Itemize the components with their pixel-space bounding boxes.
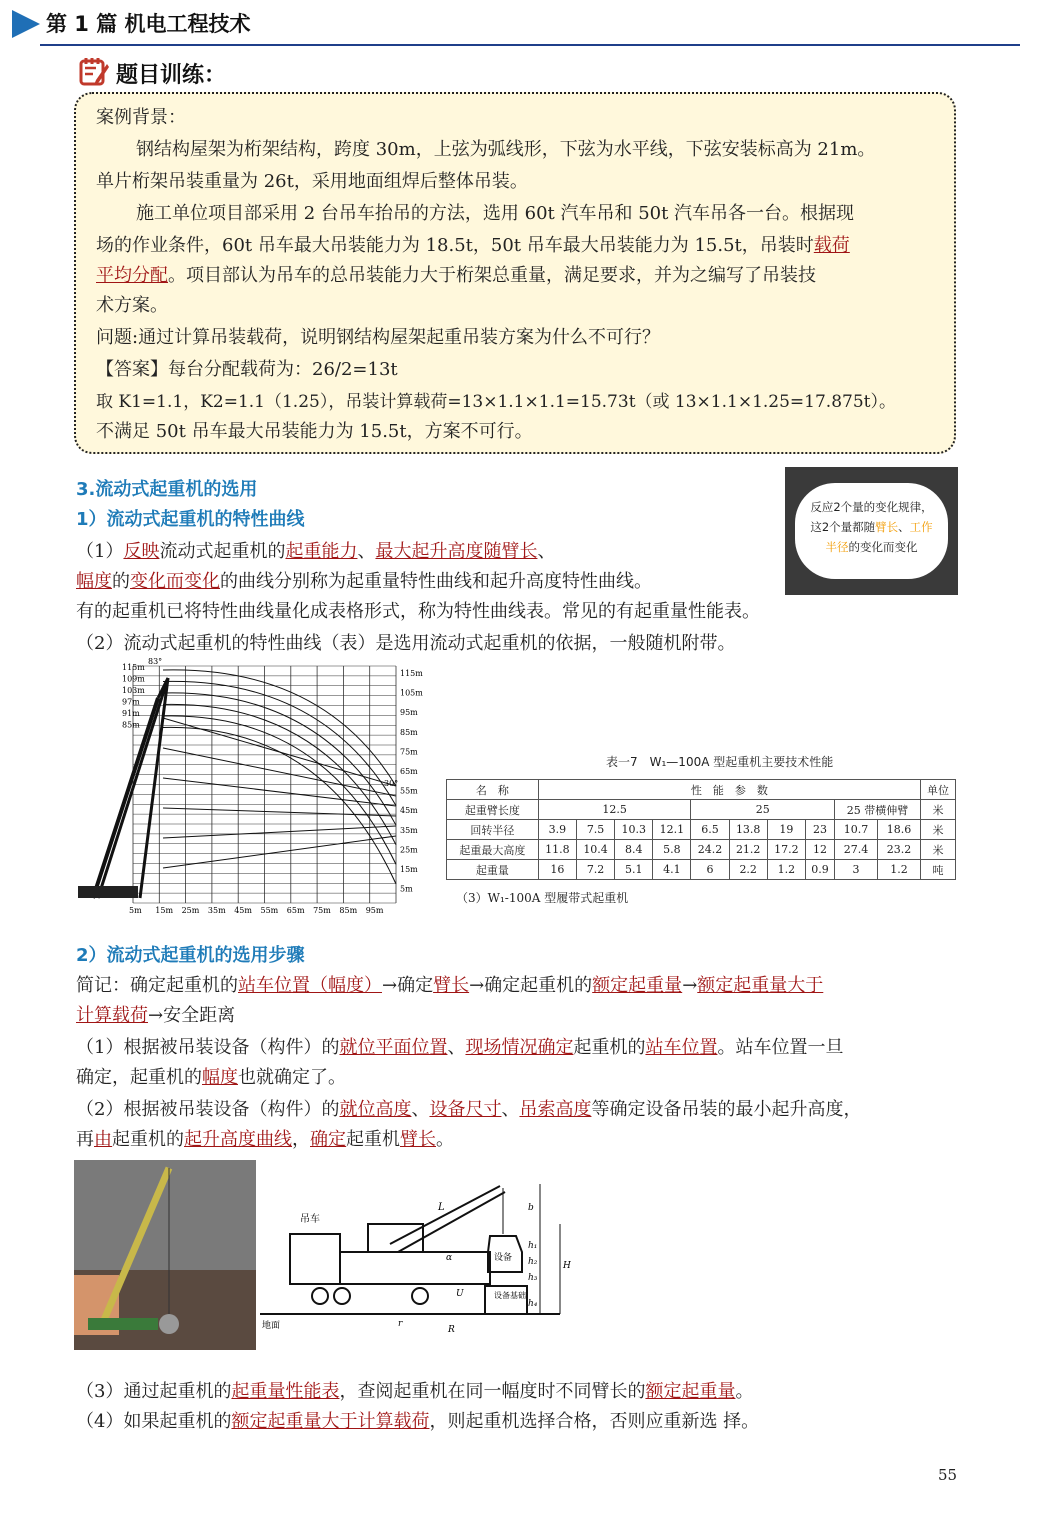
para: （4）如果起重机的额定起重量大于计算载荷，则起重机选择合格，否则应重新选 择。 — [76, 1411, 760, 1432]
table-cell: 4.1 — [653, 860, 691, 880]
table-note: （3）W₁-100A 型履带式起重机 — [456, 891, 629, 905]
table-cell: 17.2 — [767, 840, 805, 860]
x-tick-label: 5m — [129, 906, 142, 915]
table-cell: 12.1 — [653, 820, 691, 840]
table-cell: 25 带横伸臂 — [835, 800, 921, 820]
table-cell: 1.2 — [878, 860, 921, 880]
table-cell: 米 — [921, 800, 956, 820]
table-cell: 11.8 — [538, 840, 576, 860]
case-line: 案例背景： — [96, 107, 186, 128]
table-caption: 表一7 W₁—100A 型起重机主要技术性能 — [606, 755, 834, 769]
case-line: 单片桁架吊装重量为 26t，采用地面组焊后整体吊装。 — [96, 171, 528, 192]
x-tick-label: 15m — [155, 906, 174, 915]
heading-3: 3.流动式起重机的选用 — [76, 479, 258, 500]
table-cell: 名 称 — [447, 780, 539, 800]
diagram-label: h₄ — [528, 1299, 538, 1309]
table-cell: 12.5 — [538, 800, 691, 820]
table-cell: 21.2 — [729, 840, 767, 860]
para: 简记：确定起重机的站车位置（幅度）→确定臂长→确定起重机的额定起重量→额定起重量大于 — [76, 975, 824, 996]
right-tick-label: 85m — [400, 727, 418, 737]
table-cell: 5.8 — [653, 840, 691, 860]
diagram-label: 设备 — [494, 1253, 513, 1263]
table-cell: 米 — [921, 840, 956, 860]
table-cell: 米 — [921, 820, 956, 840]
heading-3-2: 2）流动式起重机的选用步骤 — [76, 945, 305, 966]
table-cell: 18.6 — [878, 820, 921, 840]
boom-curve — [163, 693, 399, 825]
para: 计算载荷→安全距离 — [76, 1005, 236, 1026]
para: （2）根据被吊装设备（构件）的就位高度、设备尺寸、吊索高度等确定设备吊装的最小起升高度， — [76, 1099, 862, 1120]
table-row — [447, 820, 956, 840]
header-divider — [40, 44, 1020, 46]
x-tick-label: 35m — [207, 906, 226, 915]
diagram-label: h₂ — [528, 1257, 538, 1267]
table-cell: 13.8 — [729, 820, 767, 840]
table-row — [447, 780, 956, 800]
boom-label: 85m — [122, 720, 140, 730]
crane-photo — [74, 1160, 256, 1350]
para: 有的起重机已将特性曲线量化成表格形式，称为特性曲线表。常见的有起重量性能表。 — [76, 601, 760, 622]
table-cell: 1.2 — [767, 860, 805, 880]
para: 再由起重机的起升高度曲线，确定起重机臂长。 — [76, 1129, 454, 1150]
boom-label: 91m — [122, 709, 140, 718]
table-cell: 6.5 — [691, 820, 729, 840]
case-line: 场的作业条件，60t 吊车最大吊装能力为 18.5t，50t 吊车最大吊装能力为 15.5t，吊装时载荷 — [96, 235, 850, 256]
x-tick-label: 85m — [339, 906, 358, 915]
right-tick-label: 15m — [400, 865, 418, 874]
para: 确定，起重机的幅度也就确定了。 — [76, 1067, 346, 1088]
table-cell: 0.9 — [805, 860, 834, 880]
right-tick-label: 115m — [400, 669, 423, 678]
heading-3-1: 1）流动式起重机的特性曲线 — [76, 509, 305, 530]
para: （3）通过起重机的起重量性能表，查阅起重机在同一幅度时不同臂长的额定起重量。 — [76, 1381, 754, 1402]
case-box — [74, 92, 956, 454]
table-cell: 24.2 — [691, 840, 729, 860]
angle-line — [163, 808, 396, 816]
right-tick-label: 105m — [400, 688, 423, 698]
diagram-label: r — [398, 1319, 403, 1329]
case-line: 不满足 50t 吊车最大吊装能力为 15.5t，方案不可行。 — [96, 421, 533, 442]
boom-curve — [163, 727, 399, 884]
boom-label: 115m — [122, 663, 145, 672]
cloud-note: 反应2个量的变化规律， 这2个量都随臂长、工作 半径的变化而变化 — [795, 483, 948, 579]
table-cell: 16 — [538, 860, 576, 880]
table-cell: 起重量 — [447, 860, 539, 880]
right-tick-label: 45m — [400, 806, 418, 816]
boom-label: 103m — [122, 686, 145, 695]
table-cell: 吨 — [921, 860, 956, 880]
table-cell: 10.4 — [576, 840, 614, 860]
x-tick-label: 25m — [181, 906, 200, 915]
case-line: 【答案】每台分配载荷为：26/2=13t — [96, 359, 398, 380]
right-tick-label: 5m — [400, 884, 413, 894]
table-cell: 性 能 参 数 — [538, 780, 920, 800]
diagram-label: R — [448, 1325, 455, 1334]
diagram-label: U — [456, 1289, 464, 1299]
diagram-label: L — [438, 1202, 445, 1213]
diagram-label: 设备基础 — [494, 1291, 526, 1300]
table-cell: 25 — [691, 800, 835, 820]
diagram-label: H — [563, 1261, 571, 1271]
table-row — [447, 860, 956, 880]
table-cell: 10.7 — [835, 820, 878, 840]
para: 幅度的变化而变化的曲线分别称为起重量特性曲线和起升高度特性曲线。 — [76, 571, 652, 592]
table-cell: 10.3 — [615, 820, 653, 840]
header-title: 第 1 篇 机电工程技术 — [46, 12, 251, 36]
case-line: 钢结构屋架为桁架结构，跨度 30m，上弦为弧线形，下弦为水平线，下弦安装标高为 21m。 — [136, 139, 876, 160]
table-cell: 起重臂长度 — [447, 800, 539, 820]
table-cell: 7.2 — [576, 860, 614, 880]
table-cell: 3.9 — [538, 820, 576, 840]
notepad-icon — [78, 56, 110, 86]
case-line: 术方案。 — [96, 295, 168, 316]
table-cell: 回转半径 — [447, 820, 539, 840]
table-cell: 单位 — [921, 780, 956, 800]
case-line: 平均分配。项目部认为吊车的总吊装能力大于桁架总重量，满足要求，并为之编写了吊装技 — [96, 265, 816, 286]
x-tick-label: 95m — [365, 906, 384, 915]
case-line: 问题:通过计算吊装载荷，说明钢结构屋架起重吊装方案为什么不可行？ — [96, 327, 661, 348]
angle-line — [163, 778, 399, 806]
table-cell: 8.4 — [615, 840, 653, 860]
table-cell: 起重最大高度 — [447, 840, 539, 860]
boom-label: 109m — [122, 674, 145, 684]
right-tick-label: 55m — [400, 786, 418, 796]
spec-table — [446, 779, 956, 880]
angle-label: 83° — [148, 658, 163, 666]
table-row — [447, 800, 956, 820]
angle-line — [163, 748, 399, 796]
diagram-label: 地面 — [262, 1321, 281, 1331]
page-number: 55 — [938, 1466, 958, 1484]
angle-line — [163, 826, 396, 838]
diagram-label: h₁ — [528, 1241, 538, 1251]
table-cell: 23.2 — [878, 840, 921, 860]
table-cell: 7.5 — [576, 820, 614, 840]
crane-lifting-diagram — [260, 1164, 580, 1334]
x-tick-label: 75m — [313, 906, 331, 915]
table-cell: 12 — [805, 840, 834, 860]
x-tick-label: 55m — [260, 906, 279, 915]
right-tick-label: 65m — [400, 767, 418, 776]
right-tick-label: 95m — [400, 708, 418, 718]
table-cell: 6 — [691, 860, 729, 880]
right-tick-label: 35m — [400, 825, 418, 835]
angle-label: 30° — [384, 779, 399, 788]
table-cell: 5.1 — [615, 860, 653, 880]
right-tick-label: 75m — [400, 747, 418, 757]
table-cell: 23 — [805, 820, 834, 840]
header-triangle-icon — [12, 10, 40, 38]
diagram-label: h₃ — [528, 1273, 538, 1283]
diagram-label: b — [528, 1203, 534, 1213]
table-cell: 3 — [835, 860, 878, 880]
x-tick-label: 65m — [286, 906, 305, 915]
cloud-note-image — [785, 467, 958, 595]
crane-curve-chart — [78, 658, 433, 916]
diagram-label: 吊车 — [300, 1214, 320, 1225]
case-line: 施工单位项目部采用 2 台吊车抬吊的方法，选用 60t 汽车吊和 50t 汽车吊各一台。根据现 — [136, 203, 855, 224]
table-row — [447, 840, 956, 860]
section-title: 题目训练： — [116, 63, 227, 88]
para: （1）根据被吊装设备（构件）的就位平面位置、现场情况确定起重机的站车位置。站车位置一旦 — [76, 1037, 844, 1058]
right-tick-label: 25m — [400, 845, 418, 855]
boom-curve — [163, 681, 399, 805]
para: （1）反映流动式起重机的起重能力、最大起升高度随臂长、 — [76, 541, 556, 562]
angle-line — [163, 718, 399, 788]
table-cell: 27.4 — [835, 840, 878, 860]
table-cell: 19 — [767, 820, 805, 840]
table-cell: 2.2 — [729, 860, 767, 880]
chart-curves — [163, 670, 399, 884]
case-line: 取 K1=1.1，K2=1.1（1.25），吊装计算载荷=13×1.1×1.1=15.73t（或 13×1.1×1.25=17.875t）。 — [96, 392, 896, 412]
x-tick-label: 45m — [234, 906, 252, 915]
boom-label: 97m — [122, 697, 140, 707]
para: （2）流动式起重机的特性曲线（表）是选用流动式起重机的依据，一般随机附带。 — [76, 633, 736, 654]
diagram-label: α — [446, 1253, 453, 1263]
